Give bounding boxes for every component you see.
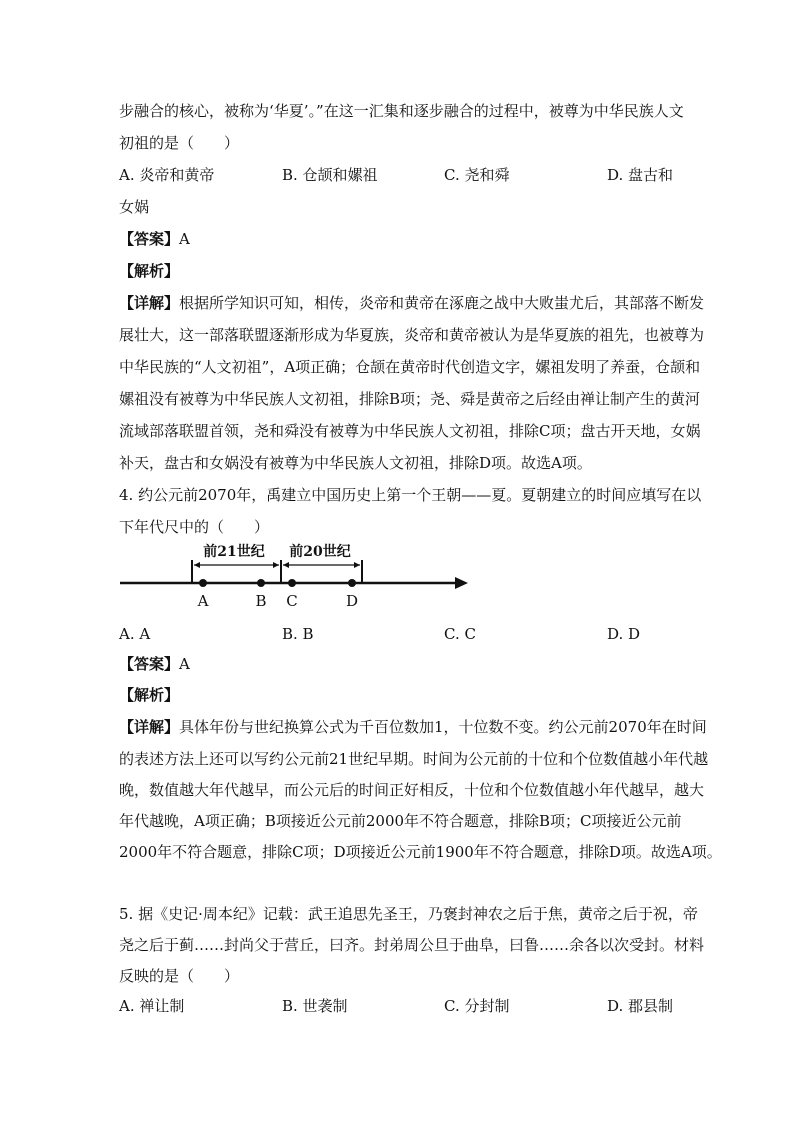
- timeline-label-b: B: [255, 592, 267, 610]
- timeline-arrow: [455, 577, 468, 589]
- bracket-2-label: 前20世纪: [289, 544, 351, 560]
- q4-detail-line-4: 年代越晚，A项正确；B项接近公元前2000年不符合题意，排除B项；C项接近公元前: [119, 812, 682, 830]
- q4-detail-label: 【详解】: [119, 718, 180, 736]
- q5-stem-line-1: 5. 据《史记·周本纪》记载：武王追思先圣王，乃褒封神农之后于焦，黄帝之后于祝，帝: [119, 905, 698, 923]
- bracket-2-arrow-left: [283, 562, 289, 568]
- timeline-point-b: [257, 579, 265, 587]
- timeline-point-c: [288, 579, 296, 587]
- q4-detail-line-2: 的表述方法上还可以写约公元前21世纪早期。时间为公元前的十位和个位数值越小年代越: [119, 750, 709, 768]
- q3-option-a: A. 炎帝和黄帝: [119, 166, 215, 184]
- timeline-point-d: [348, 579, 356, 587]
- timeline-point-a: [199, 579, 207, 587]
- q4-analysis-label: 【解析】: [119, 686, 180, 704]
- q3-detail-line-2: 展壮大，这一部落联盟逐渐形成为华夏族，炎帝和黄帝被认为是华夏族的祖先，也被尊为: [119, 326, 705, 344]
- timeline-label-d: D: [345, 592, 359, 610]
- q5-option-c: C. 分封制: [444, 997, 510, 1015]
- q4-stem-line-1: 4. 约公元前2070年，禹建立中国历史上第一个王朝——夏。夏朝建立的时间应填写在以: [119, 486, 702, 504]
- q4-option-a: A. A: [119, 625, 151, 643]
- bracket-1-label: 前21世纪: [203, 544, 265, 560]
- q4-detail-line-3: 晚，数值越大年代越早，而公元后的时间正好相反，十位和个位数值越小年代越早，越大: [119, 781, 705, 799]
- q3-analysis-label: 【解析】: [119, 262, 180, 280]
- q3-option-c: C. 尧和舜: [444, 166, 510, 184]
- q3-stem-line-1: 步融合的核心，被称为‘华夏’。”在这一汇集和逐步融合的过程中，被尊为中华民族人文: [119, 102, 684, 120]
- q5-option-b: B. 世袭制: [282, 997, 348, 1015]
- timeline-label-a: A: [197, 592, 209, 610]
- q4-detail-text-1: 具体年份与世纪换算公式为千百位数加1，十位数不变。约公元前2070年在时间: [179, 718, 707, 736]
- q3-answer: [119, 230, 190, 248]
- q5-option-a: A. 禅让制: [119, 997, 185, 1015]
- timeline-figure: [110, 535, 480, 615]
- q4-answer-label: 【答案】: [119, 655, 180, 673]
- q5-stem-line-3: 反映的是（ ）: [119, 967, 240, 985]
- q3-stem-line-2: 初祖的是（ ）: [119, 134, 240, 152]
- q4-detail-line-1: [119, 718, 707, 736]
- q3-option-d-continued: 女娲: [119, 198, 150, 216]
- bracket-1-arrow-right: [273, 562, 279, 568]
- q4-option-d: D. D: [607, 625, 641, 643]
- q3-option-b: B. 仓颉和嫘祖: [282, 166, 378, 184]
- bracket-1-arrow-left: [194, 562, 200, 568]
- q4-answer: [119, 655, 190, 673]
- q5-option-d: D. 郡县制: [607, 997, 674, 1015]
- q4-option-c: C. C: [444, 625, 476, 643]
- q3-detail-line-3: 中华民族的“人文初祖”，A项正确；仓颉在黄帝时代创造文字，嫘祖发明了养蚕，仓颉和: [119, 358, 701, 376]
- q3-detail-line-4: 嫘祖没有被尊为中华民族人文初祖，排除B项；尧、舜是黄帝之后经由禅让制产生的黄河: [119, 390, 701, 408]
- q3-answer-value: A: [179, 230, 190, 248]
- timeline-label-c: C: [286, 592, 298, 610]
- q3-option-d: D. 盘古和: [607, 166, 674, 184]
- q4-option-b: B. B: [282, 625, 314, 643]
- q3-detail-line-5: 流域部落联盟首领，尧和舜没有被尊为中华民族人文初祖，排除C项；盘古开天地，女娲: [119, 422, 701, 440]
- q4-stem-line-2: 下年代尺中的（ ）: [119, 518, 270, 536]
- q3-answer-label: 【答案】: [119, 230, 180, 248]
- q3-detail-label: 【详解】: [119, 294, 180, 312]
- q3-detail-line-6: 补天，盘古和女娲没有被尊为中华民族人文初祖，排除D项。故选A项。: [119, 454, 592, 472]
- bracket-2-arrow-right: [354, 562, 360, 568]
- q4-answer-value: A: [179, 655, 190, 673]
- q4-detail-line-5: 2000年不符合题意，排除C项；D项接近公元前1900年不符合题意，排除D项。故选A项。: [119, 843, 722, 861]
- q3-detail-text-1: 根据所学知识可知，相传，炎帝和黄帝在涿鹿之战中大败蚩尤后，其部落不断发: [179, 294, 705, 312]
- q5-stem-line-2: 尧之后于蓟……封尚父于营丘，曰齐。封弟周公旦于曲阜，曰鲁……余各以次受封。材料: [119, 936, 705, 954]
- q3-detail-line-1: [119, 294, 704, 312]
